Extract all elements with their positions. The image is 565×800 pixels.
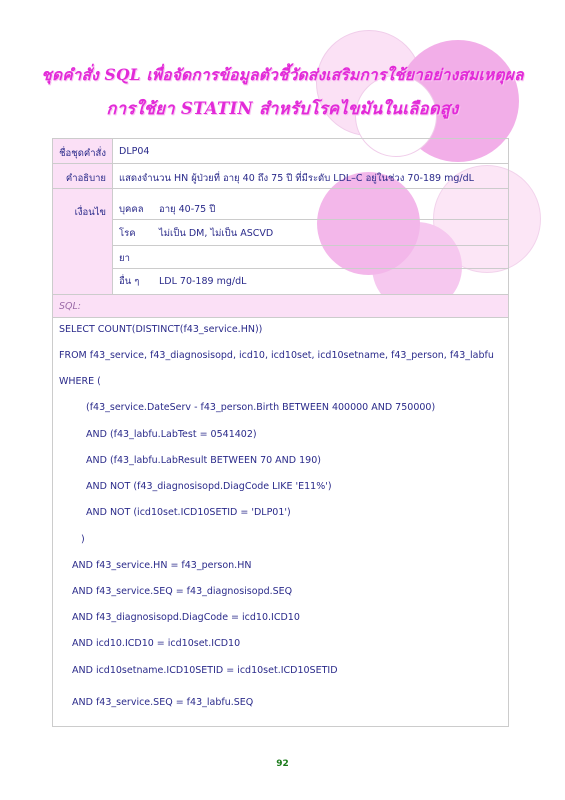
- condition-disease: [119, 226, 273, 241]
- condition-key: บุคคล: [119, 204, 144, 215]
- page-title-line-2: การใช้ยา STATIN สำหรับโรคไขมันในเลือดสูง: [106, 99, 459, 118]
- condition-value: อายุ 40-75 ปี: [159, 204, 216, 215]
- description-value: แสดงจำนวน HN ผู้ป่วยที่ อายุ 40 ถึง 75 ปี ที่มีระดับ LDL–C อยู่ในช่วง 70-189 mg/dL: [119, 173, 474, 184]
- conditions-label: เงื่อนไข: [53, 189, 113, 294]
- sql-line: WHERE (: [59, 376, 101, 387]
- set-name-value: DLP04: [119, 146, 150, 157]
- sql-line: ): [81, 534, 85, 545]
- sql-line: AND (f43_labfu.LabTest = 0541402): [86, 429, 257, 440]
- sql-line: AND f43_service.HN = f43_person.HN: [72, 560, 252, 571]
- condition-drug: [119, 251, 159, 266]
- sql-line: AND f43_service.SEQ = f43_diagnosisopd.SEQ: [72, 586, 293, 597]
- row-description: [53, 164, 508, 188]
- sql-line: AND NOT (icd10set.ICD10SETID = 'DLP01'): [86, 507, 291, 518]
- sql-line: AND icd10setname.ICD10SETID = icd10set.ICD10SETID: [72, 665, 338, 676]
- set-name-label: ชื่อชุดคำสั่ง: [53, 139, 113, 163]
- page-title-line-1: ชุดคำสั่ง SQL เพื่อจัดการข้อมูลตัวชี้วัดส่งเสริมการใช้ยาอย่างสมเหตุผล: [41, 65, 524, 84]
- sql-line: AND NOT (f43_diagnosisopd.DiagCode LIKE 'E11%'): [86, 481, 332, 492]
- sql-line: FROM f43_service, f43_diagnosisopd, icd10, icd10set, icd10setname, f43_person, f43_labfu: [59, 350, 494, 361]
- condition-value: ไม่เป็น DM, ไม่เป็น ASCVD: [159, 228, 274, 239]
- sql-line: AND f43_diagnosisopd.DiagCode = icd10.ICD10: [72, 612, 300, 623]
- condition-person: [119, 202, 215, 217]
- sql-line: SELECT COUNT(DISTINCT(f43_service.HN)): [59, 324, 263, 335]
- sql-label: SQL:: [53, 294, 508, 318]
- condition-key: ยา: [119, 253, 130, 264]
- sql-line: AND f43_service.SEQ = f43_labfu.SEQ: [72, 697, 254, 708]
- condition-other: [119, 274, 246, 289]
- sql-line: AND (f43_labfu.LabResult BETWEEN 70 AND 190): [86, 455, 321, 466]
- command-table: [52, 138, 509, 727]
- row-set-name: [53, 139, 508, 163]
- condition-value: LDL 70-189 mg/dL: [159, 276, 247, 287]
- sql-line: AND icd10.ICD10 = icd10set.ICD10: [72, 638, 241, 649]
- condition-key: โรค: [119, 228, 136, 239]
- sql-line: (f43_service.DateServ - f43_person.Birth BETWEEN 400000 AND 750000): [86, 402, 436, 413]
- condition-key: อื่น ๆ: [119, 276, 140, 287]
- page-number: 92: [276, 759, 289, 769]
- description-label: คำอธิบาย: [53, 164, 113, 188]
